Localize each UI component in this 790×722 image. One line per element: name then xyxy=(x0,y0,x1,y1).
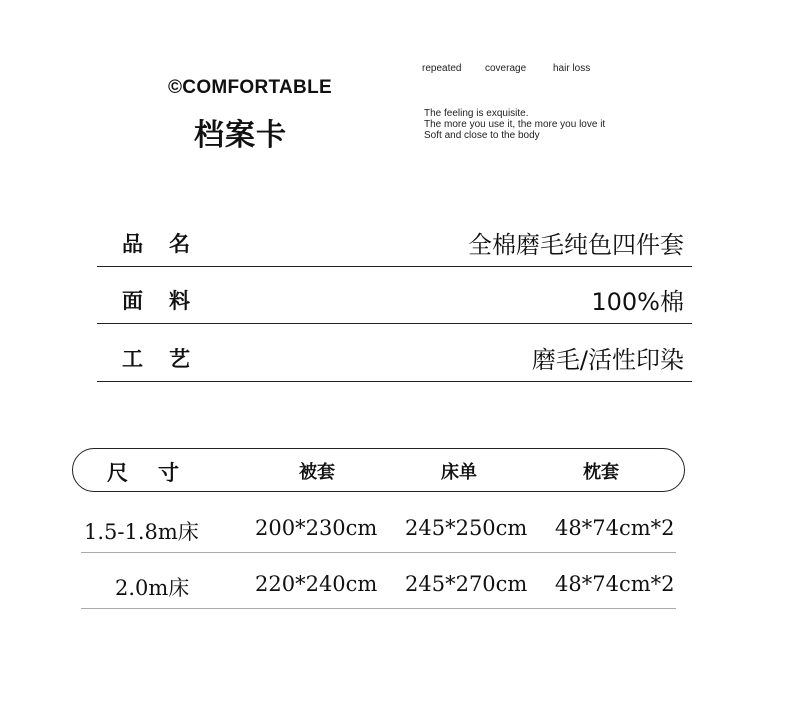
page-title: 档案卡 xyxy=(194,118,287,153)
spec-label: 面料 xyxy=(122,289,216,313)
slogan xyxy=(424,108,605,141)
brand-name: ©COMFORTABLE xyxy=(168,77,332,98)
table-row xyxy=(81,559,676,609)
slogan-line: The more you use it, the more you love it xyxy=(424,119,606,130)
bed-size-cell: 1.5-1.8m床 xyxy=(84,520,199,544)
pillowcase-cell: 48*74cm*2 xyxy=(555,516,675,540)
spec-row-craft xyxy=(97,346,692,382)
spec-row-product-name xyxy=(97,231,692,267)
table-row xyxy=(81,503,676,553)
header-pillowcase: 枕套 xyxy=(583,462,619,483)
header-bed-sheet: 床单 xyxy=(441,462,477,483)
bed-sheet-cell: 245*250cm xyxy=(405,516,528,540)
tag-hair-loss: hair loss xyxy=(553,63,591,74)
spec-value: 100%棉 xyxy=(591,288,684,316)
pillowcase-cell: 48*74cm*2 xyxy=(555,572,675,596)
spec-value: 全棉磨毛纯色四件套 xyxy=(468,231,684,259)
bed-sheet-cell: 245*270cm xyxy=(405,572,528,596)
slogan-line: The feeling is exquisite. xyxy=(424,108,529,119)
size-table-header xyxy=(72,448,685,492)
spec-label: 工艺 xyxy=(122,347,216,371)
tag-coverage: coverage xyxy=(485,63,527,74)
bed-size-cell: 2.0m床 xyxy=(115,576,190,600)
duvet-cover-cell: 220*240cm xyxy=(255,572,378,596)
spec-value: 磨毛/活性印染 xyxy=(531,346,684,374)
header-size: 尺寸 xyxy=(107,461,209,485)
duvet-cover-cell: 200*230cm xyxy=(255,516,378,540)
header-duvet-cover: 被套 xyxy=(299,462,335,483)
spec-label: 品名 xyxy=(122,232,216,256)
slogan-line: Soft and close to the body xyxy=(424,130,540,141)
spec-row-fabric xyxy=(97,288,692,324)
tag-repeated: repeated xyxy=(422,63,462,74)
